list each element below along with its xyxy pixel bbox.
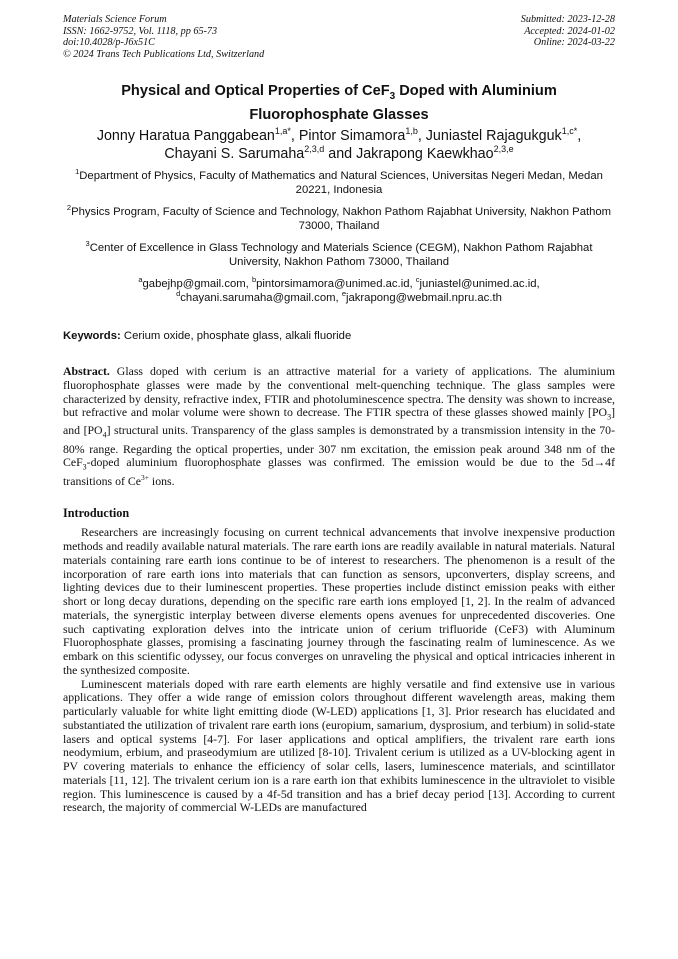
- keywords-text: Cerium oxide, phosphate glass, alkali fluoride: [120, 329, 352, 342]
- author: Pintor Simamora$^{1,b}$,: [298, 126, 426, 144]
- issn: ISSN: 1662-9752, Vol. 1118, pp 65-73: [63, 25, 218, 37]
- paper-title: Physical and Optical Properties of CeF$_3$ Doped with Aluminium Fluorophosphate Glasses: [121, 83, 557, 123]
- header-meta: [63, 14, 615, 60]
- copyright: © 2024 Trans Tech Publications Ltd, Switzerland: [63, 48, 265, 60]
- submitted-date: Submitted: 2023-12-28: [520, 14, 615, 25]
- header-right: [521, 14, 615, 60]
- section-heading-introduction: Introduction: [63, 506, 130, 521]
- doi: doi:10.4028/p-J6x51C: [63, 37, 155, 48]
- author-emails: $^a$gabejhp@gmail.com, $^b$pintorsimamora@unimed.ac.id, $^c$juniastel@unimed.ac.id, $^d$chayani.sarumaha@gmail.com, $^e$jakrapong@webmail.npru.ac.th: [138, 275, 540, 305]
- abstract: Abstract. Glass doped with cerium is an attractive material for a variety of applications. The aluminium fluorophosphate glasses were made by the conventional melt-quenching technique. The glass samples were characterized by density, refractive index, FTIR and photoluminescence spectra. The density was shown to increase, but refractive and molar volume were shown to decrease. The FTIR spectra of these glasses showed mainly $[PO_3]$ and $[PO_4]$ structural units. Transparency of the glass samples is demonstrated by a transmission intensity in the 70-80% range. Regarding the optical properties, under 307 nm excitation, the emission peak around 348 nm of the CeF$_3$-doped aluminium fluorophosphate glasses was confirmed. The emission would be due to the 5d→4f transitions of $Ce^{3+}$ ions.: [63, 363, 616, 488]
- affiliation-3: $^3$Center of Excellence in Glass Technology and Materials Science (CEGM), Nakhon Pathom Rajabhat University, Nakhon Pathom 73000, Thailand: [85, 239, 593, 269]
- email-link[interactable]: juniastel@unimed.ac.id,: [419, 277, 540, 290]
- author: Jonny Haratua Panggabean$^{1,a*}$,: [96, 126, 299, 144]
- email-link[interactable]: jakrapong@webmail.npru.ac.th: [345, 292, 502, 305]
- author: Juniastel Rajagukguk$^{1,c*}$,: [425, 126, 582, 144]
- author: Chayani S. Sarumaha$^{2,3,d}$ and: [164, 144, 357, 163]
- paper-page: [63, 14, 615, 815]
- email-link[interactable]: gabejhp@gmail.com,: [142, 277, 252, 290]
- accepted-date: Accepted: 2024-01-02: [524, 25, 615, 37]
- author-list: [63, 127, 615, 164]
- intro-paragraph-1: Researchers are increasingly focusing on current technical advancements that involve inexpensive production methods and readily available natural materials. The rare earth ions are readily available in natural materials. Natural materials containing rare earth ions continue to be of interest to researchers. The phenomenon is a result of the incorporation of rare earth ions into materials that can function as sensors, upconverters, display screens, and lighting devices due to their luminescent properties. These properties include distinct emission peaks with either short or long decay durations, depending on the specific rare earth ions employed [1, 2]. In the realm of advanced materials, the synergistic interplay between diverse elements opens avenues for unprecedented discoveries. One such captivating exploration delves into the intricate union of cerium trifluoride (CeF3) with Aluminum Fluorophosphate glasses, promising a fascinating journey through the fascinating realm of luminescence. As we embark on this scientific odyssey, our focus converges on unraveling the physical and optical intricacies inherent in the synthesized composite.: [63, 525, 615, 677]
- affiliation-1: $^1$Department of Physics, Faculty of Mathematics and Natural Sciences, Universitas Negeri Medan, Medan 20221, Indonesia: [75, 167, 603, 197]
- keywords-label: Keywords:: [63, 329, 121, 342]
- abstract-label: Abstract.: [63, 363, 110, 378]
- email-link[interactable]: pintorsimamora@unimed.ac.id,: [256, 277, 416, 290]
- journal-name: Materials Science Forum: [63, 14, 167, 25]
- header-left: [63, 14, 264, 60]
- keywords: [63, 329, 615, 343]
- author: Jakrapong Kaewkhao$^{2,3,e}$: [356, 144, 514, 163]
- email-link[interactable]: chayani.sarumaha@gmail.com,: [180, 292, 342, 305]
- affiliation-2: $^2$Physics Program, Faculty of Science and Technology, Nakhon Pathom Rajabhat University, Nakhon Pathom 73000, Thailand: [66, 203, 612, 233]
- online-date: Online: 2024-03-22: [533, 37, 615, 48]
- intro-paragraph-2: Luminescent materials doped with rare earth elements are highly versatile and find extensive use in various applications. They offer a wide range of emission colors throughout different wavelength areas, making them particularly valuable for white light emitting diode (W-LED) applications [1, 3]. Prior research has elucidated and substantiated the utilization of trivalent rare earth ions (europium, samarium, dysprosium, and terbium) in solid-state lasers and optical systems [4-7]. For laser applications and optical amplifiers, the trivalent rare earth ions neodymium, erbium, and praseodymium are utilized [8-10]. Trivalent cerium is utilized as a UV-blocking agent in PV covering materials to enhance the efficiency of solar cells, lasers, luminescence materials, and scintillator materials [11, 12]. The trivalent cerium ion is a rare earth ion that exhibits luminescence in the ultraviolet to visible region. This luminescence is caused by a 4f-5d transition and has a brief decay period [13]. According to current research, the majority of commercial W-LEDs are manufactured: [63, 676, 615, 815]
